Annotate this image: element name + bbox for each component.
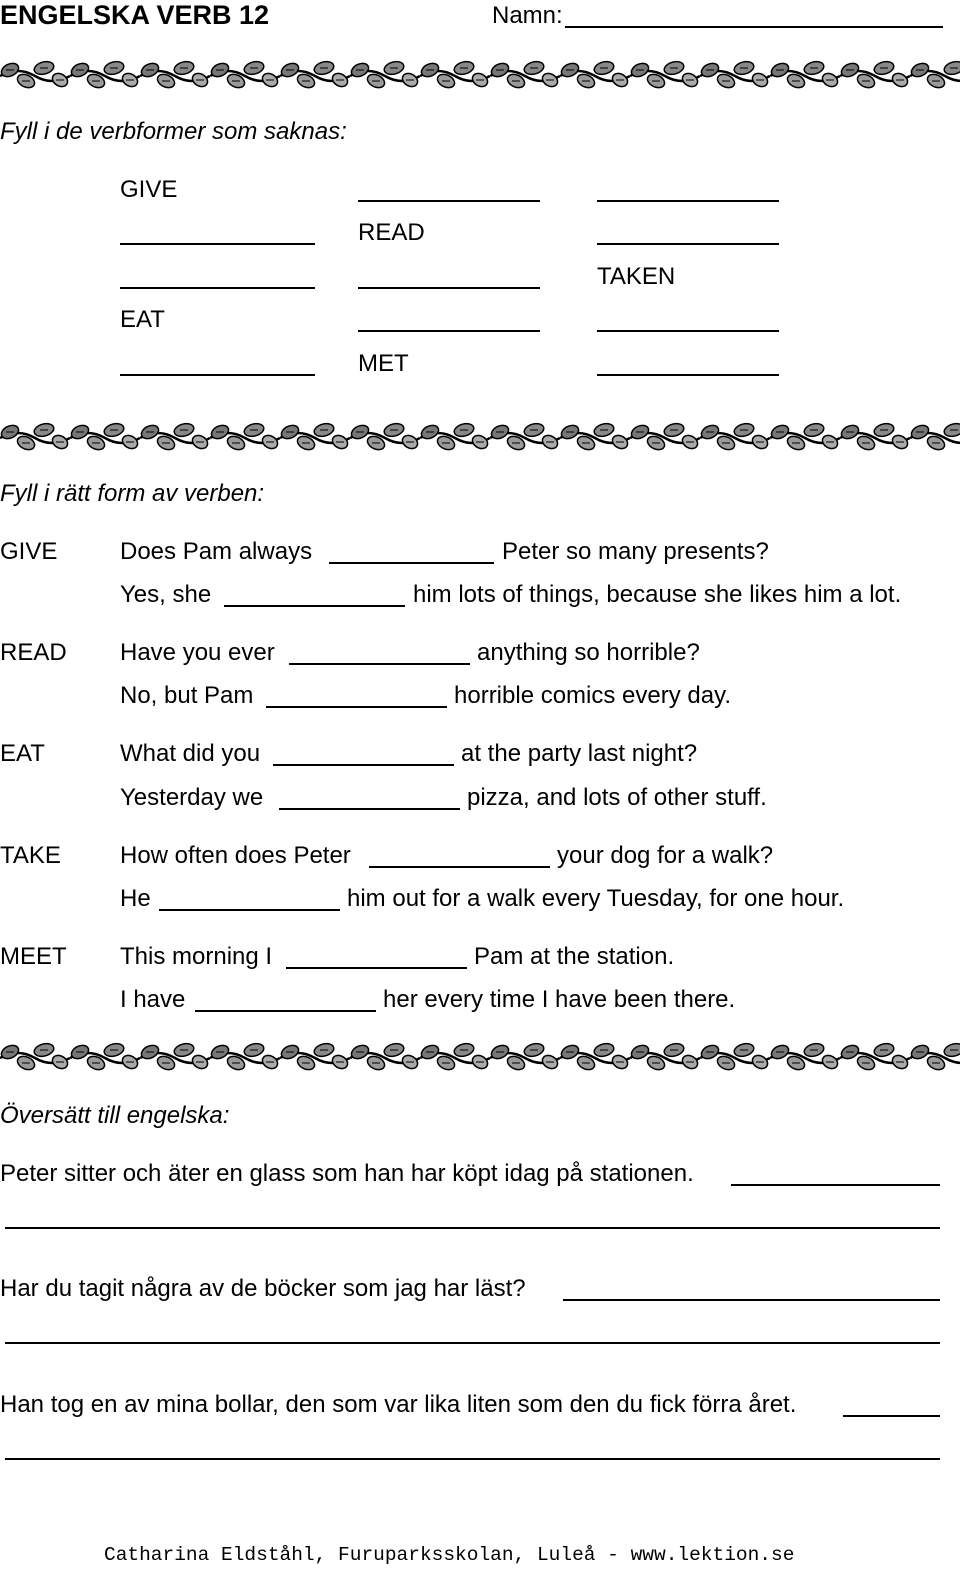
verb-label-eat: EAT (0, 740, 45, 767)
name-field-line[interactable] (565, 26, 943, 28)
sentence-text: your dog for a walk? (557, 842, 774, 869)
verb-label-take: TAKE (0, 842, 61, 869)
sentence-text: at the party last night? (461, 740, 698, 767)
grid-blank-5-3[interactable] (597, 374, 779, 376)
answer-blank[interactable] (279, 808, 460, 810)
instruction-right-form: Fyll i rätt form av verben: (0, 480, 265, 507)
sentence-text: Pam at the station. (474, 943, 675, 970)
verb-label-read: READ (0, 639, 67, 666)
grid-blank-2-1[interactable] (120, 243, 315, 245)
translation-line-3a[interactable] (843, 1415, 940, 1417)
instruction-missing-forms: Fyll i de verbformer som saknas: (0, 118, 347, 145)
grid-word-eat: EAT (120, 306, 165, 333)
grid-word-give: GIVE (120, 176, 178, 203)
name-label: Namn: (492, 2, 563, 29)
sentence-text: I have (120, 986, 186, 1013)
answer-blank[interactable] (159, 909, 340, 911)
translate-sentence-2: Har du tagit några av de böcker som jag har läst? (0, 1275, 526, 1302)
translation-line-2a[interactable] (563, 1299, 940, 1301)
translation-line-1a[interactable] (731, 1184, 940, 1186)
sentence-text: No, but Pam (120, 682, 254, 709)
answer-blank[interactable] (329, 562, 494, 564)
footer-credit: Catharina Eldståhl, Furuparksskolan, Luleå - www.lektion.se (104, 1544, 795, 1566)
grid-word-taken: TAKEN (597, 263, 676, 290)
grid-blank-3-1[interactable] (120, 287, 315, 289)
sentence-text: her every time I have been there. (383, 986, 736, 1013)
sentence-text: him lots of things, because she likes him a lot. (413, 581, 902, 608)
answer-blank[interactable] (286, 967, 467, 969)
translate-sentence-1: Peter sitter och äter en glass som han har köpt idag på stationen. (0, 1160, 694, 1187)
sentence-text: anything so horrible? (477, 639, 700, 666)
grid-blank-1-2[interactable] (358, 200, 540, 202)
answer-blank[interactable] (266, 706, 447, 708)
sentence-text: This morning I (120, 943, 273, 970)
sentence-text: Yes, she (120, 581, 212, 608)
verb-label-give: GIVE (0, 538, 58, 565)
grid-blank-3-2[interactable] (358, 287, 540, 289)
grid-blank-1-3[interactable] (597, 200, 779, 202)
grid-blank-5-1[interactable] (120, 374, 315, 376)
grid-blank-4-2[interactable] (358, 330, 540, 332)
answer-blank[interactable] (273, 764, 454, 766)
translation-line-2b[interactable] (5, 1342, 940, 1344)
answer-blank[interactable] (289, 663, 470, 665)
sentence-text: horrible comics every day. (454, 682, 731, 709)
translation-line-3b[interactable] (5, 1458, 940, 1460)
grid-blank-4-3[interactable] (597, 330, 779, 332)
sentence-text: What did you (120, 740, 261, 767)
verb-label-meet: MEET (0, 943, 67, 970)
worksheet-title: ENGELSKA VERB 12 (0, 0, 270, 30)
sentence-text: pizza, and lots of other stuff. (467, 784, 767, 811)
leaf-border-top (0, 56, 960, 92)
leaf-border-middle (0, 418, 960, 454)
sentence-text: him out for a walk every Tuesday, for one hour. (347, 885, 845, 912)
grid-word-met: MET (358, 350, 409, 377)
answer-blank[interactable] (224, 605, 405, 607)
sentence-text: Yesterday we (120, 784, 264, 811)
answer-blank[interactable] (195, 1010, 376, 1012)
answer-blank[interactable] (369, 866, 550, 868)
translate-sentence-3: Han tog en av mina bollar, den som var lika liten som den du fick förra året. (0, 1391, 797, 1418)
grid-word-read: READ (358, 219, 425, 246)
leaf-border-bottom (0, 1038, 960, 1074)
sentence-text: Peter so many presents? (502, 538, 769, 565)
translation-line-1b[interactable] (5, 1227, 940, 1229)
sentence-text: Does Pam always (120, 538, 313, 565)
sentence-text: He (120, 885, 151, 912)
instruction-translate: Översätt till engelska: (0, 1102, 230, 1129)
sentence-text: Have you ever (120, 639, 275, 666)
grid-blank-2-3[interactable] (597, 243, 779, 245)
sentence-text: How often does Peter (120, 842, 351, 869)
